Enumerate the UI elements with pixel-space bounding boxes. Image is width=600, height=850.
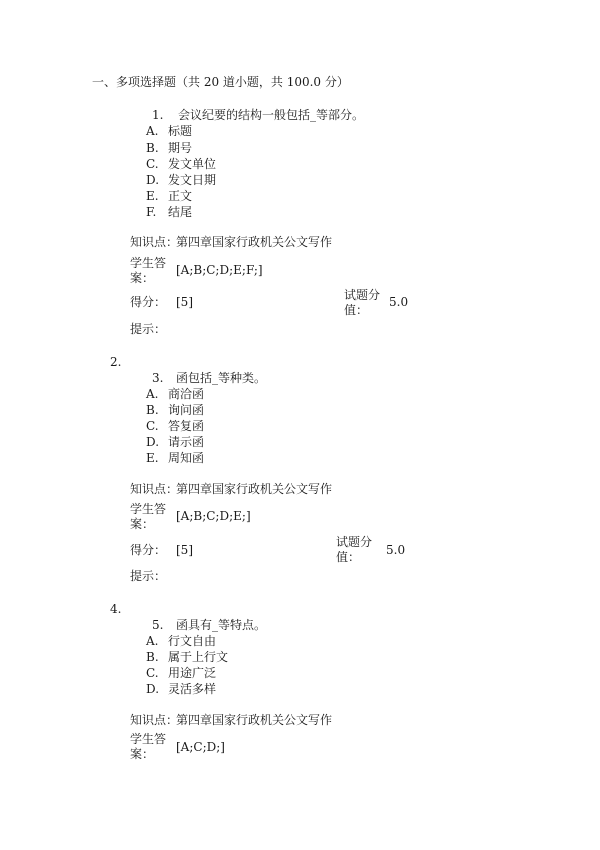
student-answer-label: 学生答 [130, 732, 167, 746]
option-letter: B. [146, 650, 159, 664]
option-letter: B. [146, 141, 159, 155]
knowledge-value: 第四章国家行政机关公文写作 [176, 235, 333, 249]
option-letter: E. [146, 189, 159, 203]
option-text: 答复函 [168, 419, 205, 433]
option-letter: A. [146, 387, 159, 401]
question-score-label: 值： [336, 550, 361, 564]
knowledge-label: 知识点： [130, 482, 179, 496]
option-letter: C. [146, 157, 159, 171]
question-number: 1. [152, 108, 164, 122]
option-letter: C. [146, 419, 159, 433]
student-answer-value: [A;B;C;D;E;] [176, 509, 251, 523]
option-letter: A. [146, 124, 159, 138]
option-letter: B. [146, 403, 159, 417]
option-text: 属于上行文 [168, 650, 229, 664]
question-score-value: 5.0 [389, 295, 409, 309]
question-text: 函具有_等特点。 [176, 618, 267, 632]
option-text: 请示函 [168, 435, 205, 449]
option-text: 行文自由 [168, 634, 217, 648]
option-text: 期号 [168, 141, 193, 155]
option-text: 结尾 [168, 205, 193, 219]
knowledge-label: 知识点： [130, 713, 179, 727]
student-answer-label: 学生答 [130, 256, 167, 270]
option-text: 周知函 [168, 451, 205, 465]
student-answer-label: 案： [130, 271, 155, 285]
score-label: 得分： [130, 295, 167, 309]
question-score-label: 试题分 [344, 288, 381, 302]
option-letter: C. [146, 666, 159, 680]
score-value: [5] [176, 295, 193, 309]
question-text: 函包括_等种类。 [176, 371, 267, 385]
question-number: 5. [152, 618, 164, 632]
hint-label: 提示： [130, 569, 167, 583]
question-score-label: 试题分 [336, 535, 373, 549]
option-text: 询问函 [168, 403, 205, 417]
knowledge-label: 知识点： [130, 235, 179, 249]
student-answer-label: 学生答 [130, 502, 167, 516]
block-number: 2. [110, 355, 122, 369]
option-letter: F. [146, 205, 157, 219]
score-label: 得分： [130, 543, 167, 557]
student-answer-label: 案： [130, 517, 155, 531]
option-letter: A. [146, 634, 159, 648]
option-text: 发文单位 [168, 157, 217, 171]
option-text: 标题 [168, 124, 193, 138]
student-answer-label: 案： [130, 747, 155, 761]
knowledge-value: 第四章国家行政机关公文写作 [176, 482, 333, 496]
option-letter: E. [146, 451, 159, 465]
question-number: 3. [152, 371, 164, 385]
student-answer-value: [A;B;C;D;E;F;] [176, 263, 263, 277]
option-text: 发文日期 [168, 173, 217, 187]
question-text: 会议纪要的结构一般包括_等部分。 [178, 108, 365, 122]
score-value: [5] [176, 543, 193, 557]
option-text: 商洽函 [168, 387, 205, 401]
option-letter: D. [146, 435, 160, 449]
block-number: 4. [110, 602, 122, 616]
option-text: 正文 [168, 189, 193, 203]
option-text: 灵活多样 [168, 682, 217, 696]
student-answer-value: [A;C;D;] [176, 740, 225, 754]
hint-label: 提示： [130, 322, 167, 336]
option-letter: D. [146, 173, 160, 187]
question-score-value: 5.0 [386, 543, 406, 557]
question-score-label: 值： [344, 303, 369, 317]
section-header: 一、多项选择题（共 20 道小题，共 100.0 分） [92, 75, 349, 89]
option-text: 用途广泛 [168, 666, 217, 680]
knowledge-value: 第四章国家行政机关公文写作 [176, 713, 333, 727]
option-letter: D. [146, 682, 160, 696]
